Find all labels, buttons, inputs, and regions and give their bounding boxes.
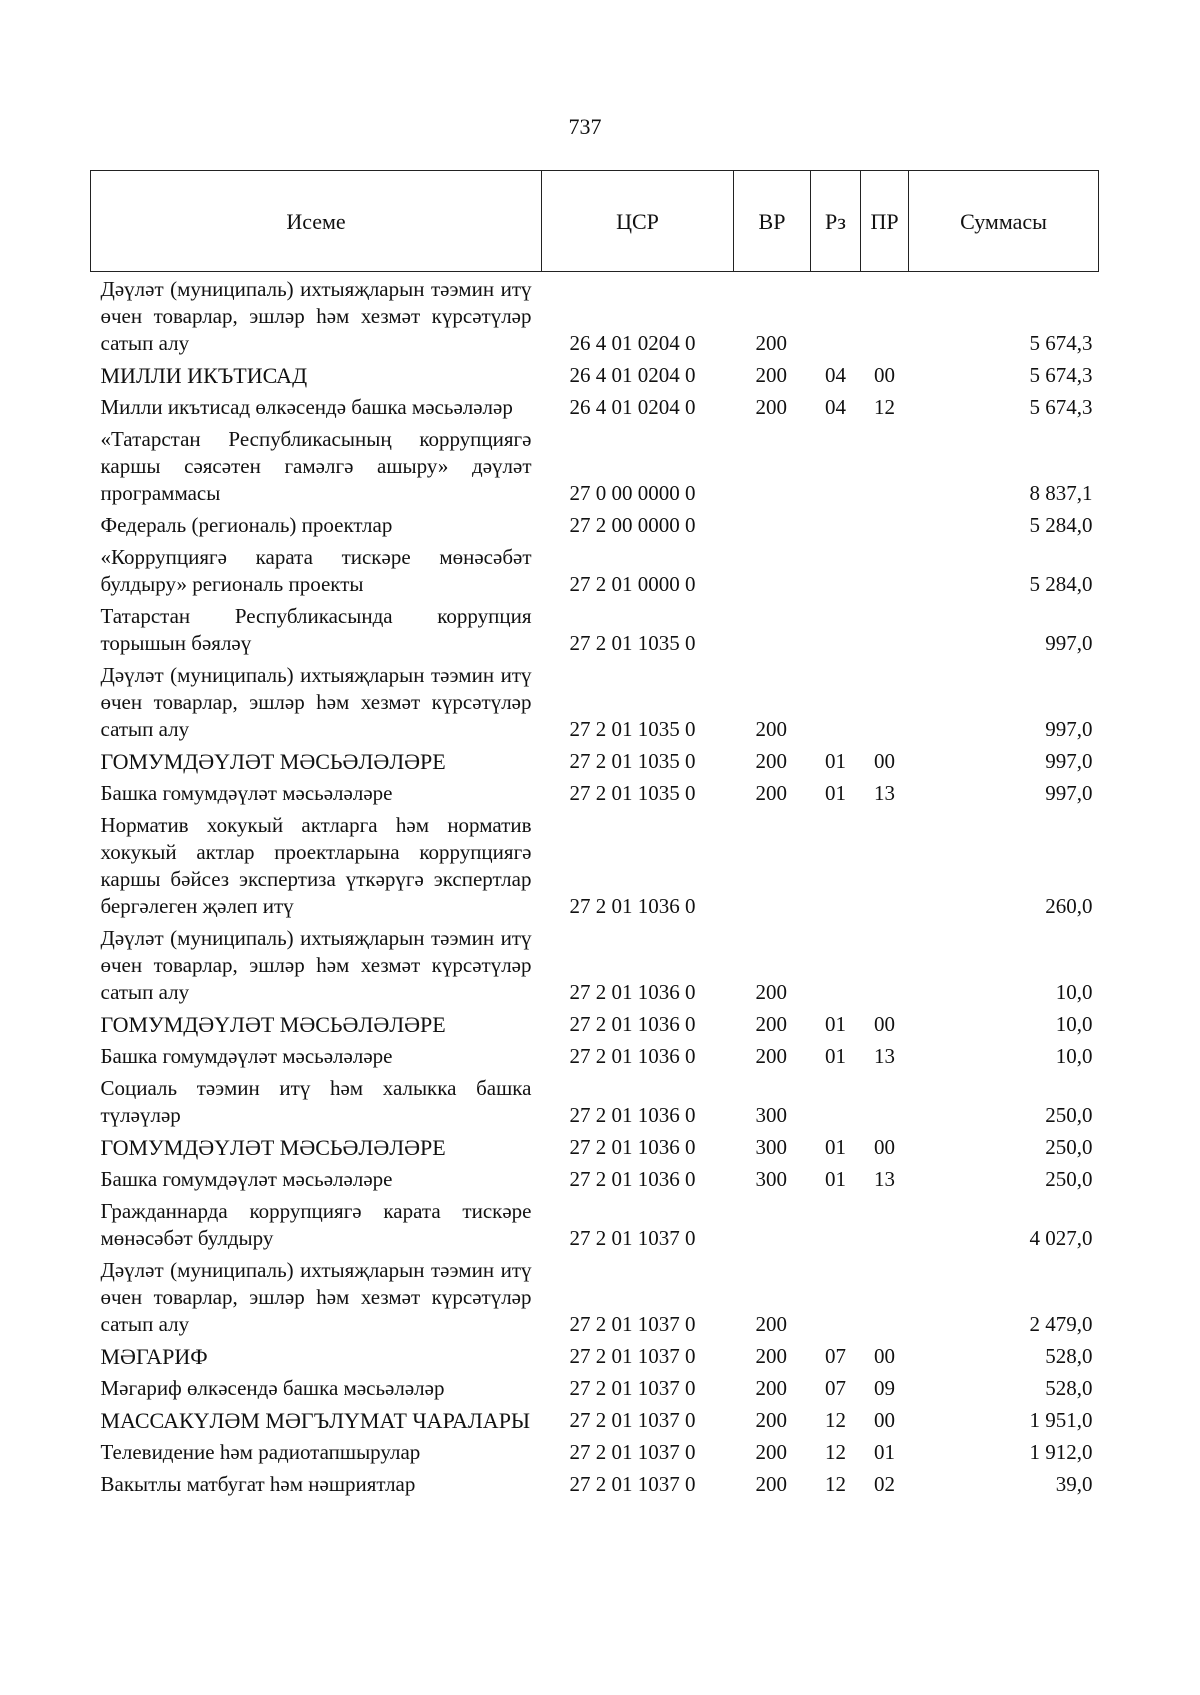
cell-csr: 27 2 01 1036 0 — [569, 1167, 696, 1191]
cell-sum: 2 479,0 — [1029, 1312, 1093, 1336]
cell-name: Дәүләт (муниципаль) ихтыяҗларын тәэмин итү өчен товарлар, эшләр һәм хезмәт күрсәтүләр сатып алу — [100, 663, 532, 741]
cell-sum: 10,0 — [1055, 1044, 1093, 1068]
cell-vr: 200 — [755, 717, 787, 741]
cell-sum: 5 284,0 — [1029, 513, 1093, 537]
cell-sum: 997,0 — [1045, 717, 1093, 741]
cell-name: Дәүләт (муниципаль) ихтыяҗларын тәэмин итү өчен товарлар, эшләр һәм хезмәт күрсәтүләр сатып алу — [100, 926, 532, 1004]
cell-rz — [811, 1255, 861, 1341]
cell-csr: 27 2 00 0000 0 — [569, 513, 696, 537]
cell-name: Мәгариф өлкәсендә башка мәсьәләләр — [100, 1376, 445, 1400]
cell-csr: 27 2 01 1035 0 — [569, 781, 696, 805]
table-row — [91, 601, 1099, 660]
cell-csr: 27 2 01 1037 0 — [569, 1472, 696, 1496]
cell-name: Дәүләт (муниципаль) ихтыяҗларын тәэмин итү өчен товарлар, эшләр һәм хезмәт күрсәтүләр сатып алу — [100, 277, 532, 355]
cell-name: МИЛЛИ ИКЪТИСАД — [100, 363, 308, 388]
cell-name: Милли икътисад өлкәсендә башка мәсьәләләр — [100, 395, 513, 419]
cell-csr: 27 2 01 1036 0 — [569, 1135, 696, 1159]
cell-name: МӘГАРИФ — [100, 1344, 208, 1369]
cell-vr: 200 — [755, 1344, 787, 1368]
cell-csr: 26 4 01 0204 0 — [569, 395, 696, 419]
table-row — [91, 1041, 1099, 1073]
cell-rz — [811, 1073, 861, 1132]
cell-rz: 12 — [825, 1472, 846, 1496]
cell-pr — [861, 923, 909, 1009]
table-row — [91, 1405, 1099, 1437]
table-row — [91, 272, 1099, 361]
cell-csr: 26 4 01 0204 0 — [569, 363, 696, 387]
cell-vr: 200 — [755, 1012, 787, 1036]
cell-sum: 250,0 — [1045, 1135, 1093, 1159]
cell-pr: 13 — [874, 1167, 895, 1191]
cell-rz — [811, 660, 861, 746]
cell-sum: 528,0 — [1045, 1376, 1093, 1400]
cell-sum: 997,0 — [1045, 631, 1093, 655]
cell-vr: 200 — [755, 980, 787, 1004]
cell-pr: 00 — [874, 1135, 895, 1159]
table-row — [91, 360, 1099, 392]
cell-rz: 01 — [825, 781, 846, 805]
cell-pr — [861, 272, 909, 361]
table-row — [91, 1009, 1099, 1041]
cell-name: Федераль (региональ) проектлар — [100, 513, 393, 537]
cell-pr — [861, 1196, 909, 1255]
cell-csr: 27 2 01 1037 0 — [569, 1226, 696, 1250]
cell-sum: 250,0 — [1045, 1167, 1093, 1191]
cell-csr: 27 2 01 1037 0 — [569, 1312, 696, 1336]
cell-sum: 4 027,0 — [1029, 1226, 1093, 1250]
cell-name: «Татарстан Республикасының коррупциягә каршы сәясәтен гамәлгә ашыру» дәүләт программасы — [100, 427, 532, 505]
table-row — [91, 1255, 1099, 1341]
cell-sum: 5 674,3 — [1029, 395, 1093, 419]
cell-name: ГОМУМДӘҮЛӘТ МӘСЬӘЛӘЛӘРЕ — [100, 1012, 446, 1037]
cell-rz — [811, 510, 861, 542]
cell-csr: 27 2 01 1036 0 — [569, 894, 696, 918]
cell-pr: 00 — [874, 1408, 895, 1432]
cell-name: Башка гомумдәүләт мәсьәләләре — [100, 1044, 393, 1068]
cell-csr: 27 0 00 0000 0 — [569, 481, 696, 505]
cell-rz: 01 — [825, 749, 846, 773]
cell-vr: 200 — [755, 363, 787, 387]
table-row — [91, 510, 1099, 542]
cell-name: ГОМУМДӘҮЛӘТ МӘСЬӘЛӘЛӘРЕ — [100, 749, 446, 774]
cell-name: Башка гомумдәүләт мәсьәләләре — [100, 781, 393, 805]
cell-vr: 300 — [755, 1135, 787, 1159]
cell-name: «Коррупциягә карата тискәре мөнәсәбәт булдыру» региональ проекты — [100, 545, 532, 596]
column-header-name: Исеме — [91, 171, 542, 272]
cell-rz — [811, 424, 861, 510]
cell-rz: 12 — [825, 1408, 846, 1432]
cell-pr: 00 — [874, 1012, 895, 1036]
cell-csr: 27 2 01 1037 0 — [569, 1376, 696, 1400]
cell-csr: 27 2 01 1036 0 — [569, 980, 696, 1004]
cell-pr — [861, 424, 909, 510]
cell-sum: 997,0 — [1045, 749, 1093, 773]
cell-sum: 1 912,0 — [1029, 1440, 1093, 1464]
cell-pr — [861, 601, 909, 660]
cell-sum: 10,0 — [1055, 980, 1093, 1004]
cell-rz: 01 — [825, 1044, 846, 1068]
cell-vr — [734, 601, 811, 660]
cell-name: ГОМУМДӘҮЛӘТ МӘСЬӘЛӘЛӘРЕ — [100, 1135, 446, 1160]
cell-name: Социаль тәэмин итү һәм халыкка башка түләүләр — [100, 1076, 532, 1127]
column-header-rz: Рз — [811, 171, 861, 272]
cell-pr: 00 — [874, 1344, 895, 1368]
cell-vr: 200 — [755, 1312, 787, 1336]
table-row — [91, 424, 1099, 510]
cell-pr: 13 — [874, 781, 895, 805]
cell-rz — [811, 601, 861, 660]
cell-vr: 300 — [755, 1103, 787, 1127]
cell-csr: 27 2 01 1036 0 — [569, 1103, 696, 1127]
cell-csr: 27 2 01 1035 0 — [569, 717, 696, 741]
cell-rz — [811, 810, 861, 923]
cell-pr: 09 — [874, 1376, 895, 1400]
cell-csr: 27 2 01 1035 0 — [569, 631, 696, 655]
page-number: 737 — [568, 114, 602, 139]
cell-sum: 39,0 — [1055, 1472, 1093, 1496]
table-row — [91, 746, 1099, 778]
cell-vr: 200 — [755, 1408, 787, 1432]
table-body — [91, 272, 1099, 1502]
table-header — [91, 171, 1099, 272]
cell-name: Татарстан Республикасында коррупция торышын бәяләү — [100, 604, 532, 655]
cell-name: Дәүләт (муниципаль) ихтыяҗларын тәэмин итү өчен товарлар, эшләр һәм хезмәт күрсәтүләр сатып алу — [100, 1258, 532, 1336]
cell-rz — [811, 542, 861, 601]
cell-name: Телевидение һәм радиотапшырулар — [100, 1440, 421, 1464]
cell-csr: 27 2 01 1036 0 — [569, 1044, 696, 1068]
cell-name: МАССАКҮЛӘМ МӘГЪЛҮМАТ ЧАРАЛАРЫ — [100, 1408, 531, 1433]
table-row — [91, 778, 1099, 810]
cell-pr — [861, 510, 909, 542]
cell-vr: 200 — [755, 781, 787, 805]
table-row — [91, 1164, 1099, 1196]
cell-rz: 07 — [825, 1344, 846, 1368]
cell-csr: 26 4 01 0204 0 — [569, 331, 696, 355]
table-row — [91, 923, 1099, 1009]
cell-pr — [861, 1255, 909, 1341]
cell-csr: 27 2 01 1035 0 — [569, 749, 696, 773]
cell-pr: 02 — [874, 1472, 895, 1496]
cell-rz: 01 — [825, 1012, 846, 1036]
cell-vr: 300 — [755, 1167, 787, 1191]
table-row — [91, 1437, 1099, 1469]
cell-vr: 200 — [755, 1472, 787, 1496]
table-row — [91, 1196, 1099, 1255]
table-row — [91, 1373, 1099, 1405]
cell-rz: 01 — [825, 1135, 846, 1159]
cell-csr: 27 2 01 1036 0 — [569, 1012, 696, 1036]
cell-sum: 1 951,0 — [1029, 1408, 1093, 1432]
table-row — [91, 660, 1099, 746]
table-row — [91, 1341, 1099, 1373]
cell-sum: 260,0 — [1045, 894, 1093, 918]
cell-name: Норматив хокукый актларга һәм норматив хокукый актлар проектларына коррупциягә каршы бәйсез экспертиза үткәрүгә экспертлар бергәлеген җәлеп итү — [100, 813, 532, 918]
cell-pr — [861, 542, 909, 601]
cell-vr: 200 — [755, 749, 787, 773]
cell-csr: 27 2 01 1037 0 — [569, 1408, 696, 1432]
cell-pr: 01 — [874, 1440, 895, 1464]
cell-rz — [811, 1196, 861, 1255]
cell-sum: 5 674,3 — [1029, 331, 1093, 355]
cell-pr — [861, 660, 909, 746]
column-header-vr: ВР — [734, 171, 811, 272]
table-row — [91, 810, 1099, 923]
cell-name: Гражданнарда коррупциягә карата тискәре мөнәсәбәт булдыру — [100, 1199, 532, 1250]
cell-sum: 10,0 — [1055, 1012, 1093, 1036]
cell-rz: 07 — [825, 1376, 846, 1400]
cell-rz: 12 — [825, 1440, 846, 1464]
cell-sum: 997,0 — [1045, 781, 1093, 805]
cell-pr: 13 — [874, 1044, 895, 1068]
cell-vr — [734, 424, 811, 510]
cell-pr: 00 — [874, 749, 895, 773]
cell-pr: 12 — [874, 395, 895, 419]
cell-name: Вакытлы матбугат һәм нәшриятлар — [100, 1472, 416, 1496]
table-row — [91, 1469, 1099, 1501]
table-row — [91, 1073, 1099, 1132]
cell-sum: 8 837,1 — [1029, 481, 1093, 505]
cell-vr — [734, 542, 811, 601]
cell-rz — [811, 272, 861, 361]
cell-sum: 5 674,3 — [1029, 363, 1093, 387]
cell-sum: 250,0 — [1045, 1103, 1093, 1127]
cell-csr: 27 2 01 1037 0 — [569, 1344, 696, 1368]
cell-rz: 04 — [825, 363, 846, 387]
cell-pr — [861, 1073, 909, 1132]
cell-pr — [861, 810, 909, 923]
cell-name: Башка гомумдәүләт мәсьәләләре — [100, 1167, 393, 1191]
cell-vr — [734, 1196, 811, 1255]
budget-table — [90, 170, 1099, 1501]
cell-vr: 200 — [755, 395, 787, 419]
cell-csr: 27 2 01 0000 0 — [569, 572, 696, 596]
cell-sum: 5 284,0 — [1029, 572, 1093, 596]
table-row — [91, 1132, 1099, 1164]
cell-vr — [734, 510, 811, 542]
cell-sum: 528,0 — [1045, 1344, 1093, 1368]
cell-vr: 200 — [755, 331, 787, 355]
table-row — [91, 392, 1099, 424]
column-header-csr: ЦСР — [542, 171, 734, 272]
cell-pr: 00 — [874, 363, 895, 387]
table-row — [91, 542, 1099, 601]
column-header-sum: Суммасы — [909, 171, 1099, 272]
cell-vr: 200 — [755, 1440, 787, 1464]
cell-vr — [734, 810, 811, 923]
cell-rz: 01 — [825, 1167, 846, 1191]
cell-vr: 200 — [755, 1376, 787, 1400]
cell-rz — [811, 923, 861, 1009]
column-header-pr: ПР — [861, 171, 909, 272]
cell-rz: 04 — [825, 395, 846, 419]
cell-csr: 27 2 01 1037 0 — [569, 1440, 696, 1464]
cell-vr: 200 — [755, 1044, 787, 1068]
